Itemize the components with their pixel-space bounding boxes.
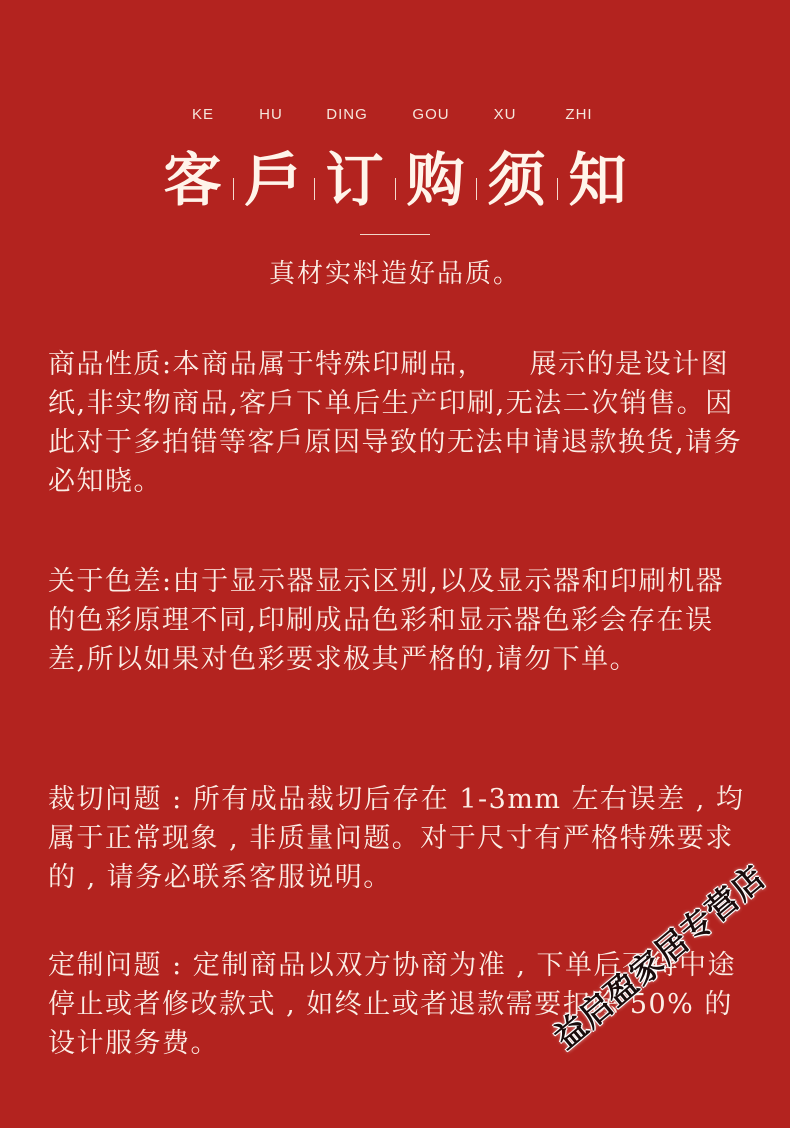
title-divider xyxy=(476,178,477,200)
store-watermark: 益启盈家居专营店 xyxy=(546,857,773,1057)
notice-customization: 定制问题 : 定制商品以双方协商为准 , 下单后不得中途停止或者修改款式 , 如终止或者退款需要扣除 50% 的设计服务费。 xyxy=(48,950,737,1059)
title-char-5: 须 xyxy=(487,146,546,214)
title-divider xyxy=(395,178,396,200)
title-char-3: 订 xyxy=(325,146,384,214)
pinyin-ke: KE xyxy=(191,106,214,123)
pinyin-ding: DING xyxy=(326,106,368,123)
notice-cutting-tolerance: 裁切问题 : 所有成品裁切后存在 1-3mm 左右误差 , 均属于正常现象 , 非质量问题。对于尺寸有严格特殊要求的 , 请务必联系客服说明。 xyxy=(48,784,745,893)
title-char-1: 客 xyxy=(163,146,222,214)
title-divider xyxy=(314,178,315,200)
notice-product-nature: 商品性质:本商品属于特殊印刷品， 展示的是设计图纸,非实物商品,客戶下单后生产印刷,无法二次销售。因此对于多拍错等客戶原因导致的无法申请退款换货,请务必知晓。 xyxy=(48,349,743,497)
title-char-2: 戶 xyxy=(244,146,303,214)
pinyin-row xyxy=(0,106,790,123)
pinyin-xu: XU xyxy=(493,106,517,123)
title-char-6: 知 xyxy=(568,146,627,214)
pinyin-hu: HU xyxy=(259,106,283,123)
title-char-4: 购 xyxy=(406,146,465,214)
page-title xyxy=(0,140,790,220)
title-divider xyxy=(557,178,558,200)
notice-color-difference: 关于色差:由于显示器显示区别,以及显示器和印刷机器的色彩原理不同,印刷成品色彩和显示器色彩会存在误差,所以如果对色彩要求极其严格的,请勿下单。 xyxy=(48,566,725,675)
title-underline xyxy=(360,234,430,235)
pinyin-gou: GOU xyxy=(412,106,450,123)
title-divider xyxy=(233,178,234,200)
pinyin-zhi: ZHI xyxy=(565,106,593,123)
subtitle: 真材实料造好品质。 xyxy=(268,259,521,289)
